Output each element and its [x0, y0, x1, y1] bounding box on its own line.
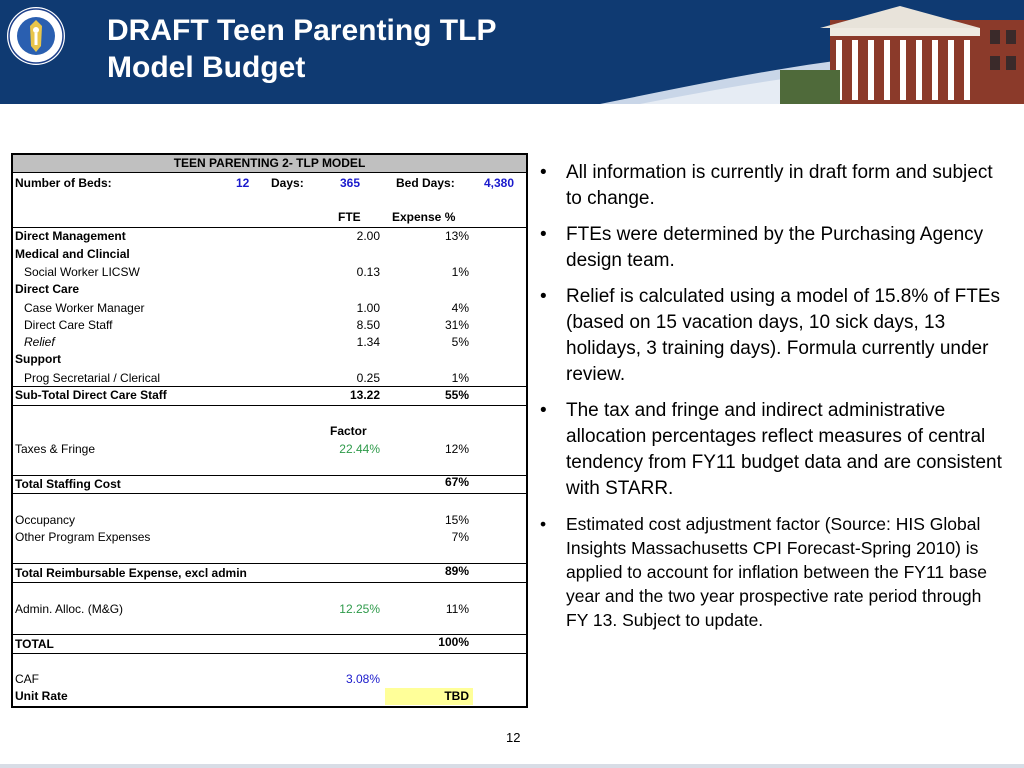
fte-value: 0.25	[356, 371, 380, 385]
list-item	[540, 398, 1005, 502]
unit-rate-value: TBD	[444, 689, 469, 703]
row-label: CAF	[15, 672, 39, 686]
bullet-text: FTEs were determined by the Purchasing Agency design team.	[566, 224, 984, 271]
factor-header	[13, 423, 526, 440]
page-title	[107, 12, 496, 86]
list-item	[540, 284, 1005, 388]
list-item	[540, 222, 1005, 274]
bed-days-value: 4,380	[484, 176, 515, 190]
subtotal-row	[13, 387, 526, 404]
row-label: Relief	[24, 335, 55, 349]
row-label: Support	[15, 352, 61, 366]
section-label	[13, 246, 526, 263]
table-row	[13, 671, 526, 688]
expense-value: 89%	[444, 564, 469, 578]
bullet: •	[540, 514, 547, 534]
divider	[13, 493, 526, 494]
section-label	[13, 351, 526, 368]
row-label: Occupancy	[15, 513, 76, 527]
bullet-text: Relief is calculated using a model of 15.8% of FTEs (based on 15 vacation days, 10 sick days, 13 holidays, 3 training days). Formula currently under review.	[566, 286, 1001, 385]
table-row	[13, 334, 526, 351]
days-value: 365	[340, 176, 361, 190]
fte-value: 8.50	[356, 318, 380, 332]
list-item	[540, 160, 1005, 212]
expense-value: 4%	[451, 301, 469, 315]
total-reimbursable-row	[13, 565, 526, 582]
expense-value: 7%	[451, 530, 469, 544]
title-line-1: DRAFT Teen Parenting TLP	[107, 14, 497, 47]
expense-value: 15%	[444, 513, 469, 527]
table-header: TEEN PARENTING 2- TLP MODEL	[13, 155, 526, 173]
title-line-2: Model Budget	[107, 51, 306, 84]
budget-table	[11, 153, 528, 708]
fte-value: 1.34	[356, 335, 380, 349]
beds-value: 12	[236, 176, 250, 190]
bullet-text: Estimated cost adjustment factor (Source: HIS Global Insights Massachusetts CPI Forecast-Spring 2010) is applied to account for inflation between the FY11 base year and the two year prospective rate period through FY 13. Subject to update.	[566, 514, 987, 630]
bullet: •	[540, 162, 547, 183]
table-row	[13, 228, 526, 245]
row-label: Total Reimbursable Expense, excl admin	[15, 566, 247, 580]
expense-value: 55%	[444, 388, 469, 402]
row-label: Admin. Alloc. (M&G)	[15, 602, 124, 616]
expense-value: 12%	[444, 442, 469, 456]
factor-value: 3.08%	[345, 672, 380, 686]
divider	[13, 582, 526, 583]
unit-rate-row	[13, 688, 526, 705]
table-row	[13, 264, 526, 281]
bullet-text: The tax and fringe and indirect administrative allocation percentages reflect measures of central tendency from FY11 budget data and are consistent with STARR.	[566, 400, 1002, 499]
bed-days-label: Bed Days:	[396, 176, 455, 190]
expense-value: 1%	[451, 371, 469, 385]
row-label: Unit Rate	[15, 689, 68, 703]
expense-value: 11%	[445, 602, 469, 616]
row-label: Direct Management	[15, 229, 126, 243]
row-label: Total Staffing Cost	[15, 477, 121, 491]
row-label: Social Worker LICSW	[24, 265, 140, 279]
row-label: Case Worker Manager	[24, 301, 145, 315]
notes-list	[540, 160, 1005, 642]
expense-column-header: Expense %	[392, 210, 456, 224]
fte-value: 0.13	[356, 265, 380, 279]
table-row	[13, 529, 526, 546]
bullet-text: All information is currently in draft form and subject to change.	[566, 162, 993, 209]
row-label: Other Program Expenses	[15, 530, 151, 544]
row-label: Taxes & Fringe	[15, 442, 96, 456]
column-headers	[13, 209, 526, 226]
table-row	[13, 441, 526, 458]
fte-value: 2.00	[356, 229, 380, 243]
row-label: Direct Care Staff	[24, 318, 113, 332]
expense-value: 31%	[444, 318, 469, 332]
fte-column-header: FTE	[338, 210, 361, 224]
massachusetts-seal-icon	[6, 6, 66, 66]
section-label	[13, 281, 526, 298]
factor-column-header: Factor	[330, 424, 367, 438]
footer-bar	[0, 764, 1024, 768]
expense-value: 5%	[451, 335, 469, 349]
bullet: •	[540, 224, 547, 245]
expense-value: 100%	[438, 635, 469, 649]
row-label: Direct Care	[15, 282, 80, 296]
beds-row	[13, 175, 526, 192]
table-row	[13, 512, 526, 529]
table-row	[13, 601, 526, 618]
days-label: Days:	[271, 176, 304, 190]
total-row	[13, 636, 526, 653]
state-house-image	[600, 0, 1024, 104]
row-label: Sub-Total Direct Care Staff	[15, 388, 167, 402]
row-label: Medical and Clincial	[15, 247, 130, 261]
factor-value: 12.25%	[339, 602, 380, 616]
bullet: •	[540, 286, 547, 307]
header-banner	[0, 0, 1024, 104]
expense-value: 1%	[451, 265, 469, 279]
bullet: •	[540, 400, 547, 421]
list-item	[540, 512, 1005, 632]
table-row	[13, 300, 526, 317]
fte-value: 1.00	[356, 301, 380, 315]
row-label: Prog Secretarial / Clerical	[24, 371, 161, 385]
page-number: 12	[506, 730, 521, 745]
table-row	[13, 317, 526, 334]
beds-label: Number of Beds:	[15, 176, 112, 190]
expense-value: 67%	[444, 475, 469, 489]
expense-value: 13%	[444, 229, 469, 243]
table-row	[13, 370, 526, 387]
factor-value: 22.44%	[339, 442, 380, 456]
row-label: TOTAL	[15, 637, 54, 651]
divider	[13, 653, 526, 654]
divider	[13, 405, 526, 406]
total-staffing-row	[13, 476, 526, 493]
fte-value: 13.22	[349, 388, 380, 402]
